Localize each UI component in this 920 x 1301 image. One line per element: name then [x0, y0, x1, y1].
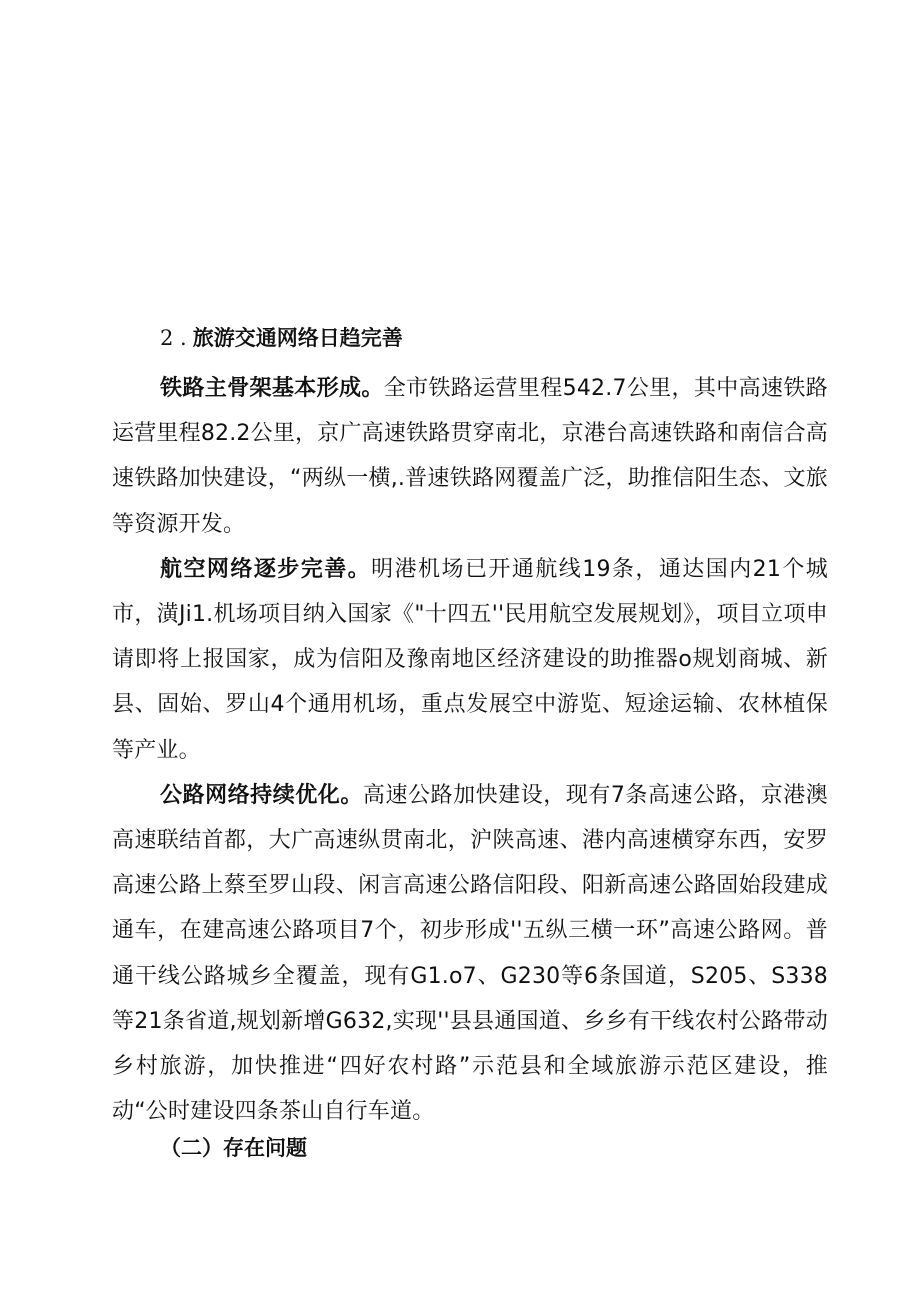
section-number: 2 . — [160, 326, 187, 350]
section-heading — [160, 320, 403, 356]
section-title: 旅游交通网络日趋完善 — [192, 326, 403, 350]
paragraph-lead: 公路网络持续优化。 — [160, 782, 363, 808]
paragraph-text: 明港机场已开通航线19条，通达国内21个城市，潢Ji1.机场项目纳入国家《"十四五''民用航空发展规划》，项目立项申请即将上报国家，成为信阳及豫南地区经济建设的助推器o规划商城、新县、固始、罗山4个通用机场，重点发展空中游览、短途运输、农林植保等产业。 — [112, 556, 828, 763]
paragraph-text: 高速公路加快建设，现有7条高速公路，京港澳高速联结首都，大广高速纵贯南北，沪陕高速、港内高速横穿东西，安罗高速公路上蔡至罗山段、闲言高速公路信阳段、阳新高速公路固始段建成通车，在建高速公路项目7个，初步形成''五纵三横一环”高速公路网。普通干线公路城乡全覆盖，现有G1.o7、G230等6条国道，S205、S338等21条省道,规划新增G632,实现''县县通国道、乡乡有干线农村公路带动乡村旅游，加快推进“四好农村路”示范县和全域旅游示范区建设，推动“公时建设四条茶山自行车道。 — [112, 782, 828, 1125]
paragraph-lead: 铁路主骨架基本形成。 — [160, 376, 384, 401]
paragraph-highway — [112, 773, 828, 1135]
subsection-heading: （二）存在问题 — [160, 1136, 307, 1160]
paragraph-railway — [112, 366, 828, 547]
body-text — [112, 366, 828, 1134]
paragraph-aviation — [112, 547, 828, 773]
paragraph-text: 全市铁路运营里程542.7公里，其中高速铁路运营里程82.2公里，京广高速铁路贯穿南北，京港台高速铁路和南信合高速铁路加快建设，“两纵一横,.普速铁路网覆盖广泛，助推信阳生态、文旅等资源开发。 — [112, 376, 828, 537]
paragraph-lead: 航空网络逐步完善。 — [160, 556, 372, 582]
